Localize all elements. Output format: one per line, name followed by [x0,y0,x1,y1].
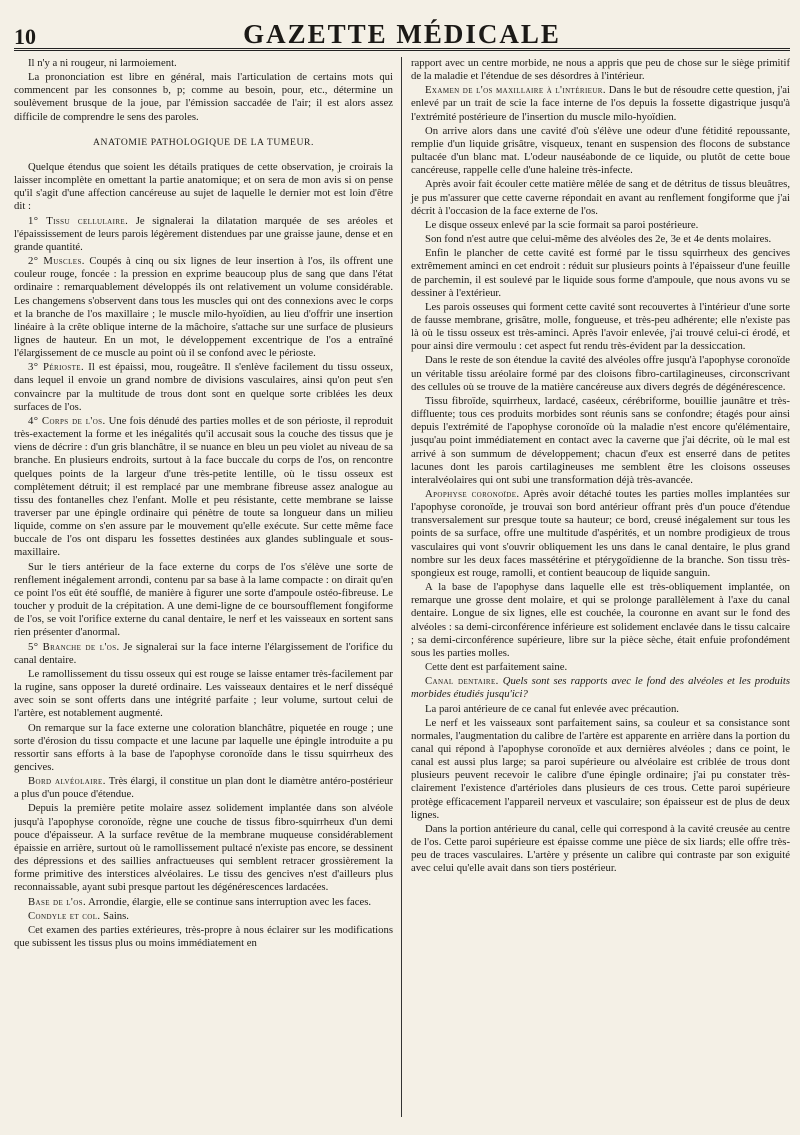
paragraph-text: Dans le but de résoudre cette question, j'ai enlevé par un trait de scie la face interne de l'os depuis la fossette digastrique jusqu'à l'extrémité postérieure de l'insertion du muscle milo-hyoïdien. [411,84,790,123]
paragraph [411,84,790,123]
paragraph: Dans le reste de son étendue la cavité des alvéoles offre jusqu'à l'apophyse coronoïde un véritable tissu aréolaire formé par des cloisons fibro-cartilagineuses, circonscrivant des cellules où se trouve de la matière cancéreuse aux divers degrés de dégénérescence. [411,354,790,393]
paragraph-lead: Bord alvéolaire. [28,775,106,788]
paragraph [14,215,393,254]
paragraph-lead: Base de l'os. [28,895,87,908]
paragraph-text: Je signalerai sur la face interne l'élargissement de l'orifice du canal dentaire. [14,640,393,666]
left-column [14,57,402,1117]
paragraph [14,775,393,801]
paragraph [14,896,393,909]
paragraph [14,255,393,360]
paragraph: Il n'y a ni rougeur, ni larmoiement. [28,57,177,69]
paragraph-text: Coupés à cinq ou six lignes de leur insertion à l'os, ils offrent une couleur rouge, foncée : la pression en exprime beaucoup plus de sang que dans l'état ordinaire : remarquablement développés ils ont relativement un volume considérable. Les changemens s'observent dans tous les muscles qui ont des connexions avec le corps et la branche de l'os maxillaire ; le muscle milo-hyoïdien, au lieu d'offrir une insertion linéaire à la crête oblique interne de la mâchoire, s'attache sur une surface de plusieurs lignes de hauteur. En un mot, le développement excentrique de l'os a entraîné l'élargissement de ce muscle au point où il se confond avec le périoste. [14,255,393,360]
paragraph-lead: Canal dentaire. [425,675,499,688]
paragraph: Enfin le plancher de cette cavité est formé par le tissu squirrheux des gencives extrêmement aminci en cet endroit : réduit sur plusieurs points à l'épaisseur d'une feuille de parchemin, il est soulevé par le liquide sous forme d'ampoule, que nous avons vu se dessiner à l'extérieur. [411,247,790,299]
paragraph: Le nerf et les vaisseaux sont parfaitement sains, sa couleur et sa consistance sont normales, l'augmentation du calibre de l'artère est apparente en arrière dans la portion du canal qui répond à l'apophyse coronoïde et aux dernières alvéoles ; dans ce point, le canal est aussi plus large; sa paroi supérieure ou alvéolaire est criblée de trous dont plusieurs peuvent recevoir le calibre d'une épingle ordinaire; j'ai pu constater très-clairement l'existence d'artérioles dans plusieurs de ces trous. Cette paroi supérieure protège efficacement l'appareil nerveux et vasculaire; son épaisseur est de plus de deux lignes. [411,716,790,821]
paragraph [411,488,790,580]
paragraph-lead: 5° Branche de l'os. [28,640,120,653]
paragraph-lead: Examen de l'os maxillaire à l'intérieur. [425,84,606,97]
paragraph: Cet examen des parties extérieures, très-propre à nous éclairer sur les modifications que subissent les tissus plus ou moins immédiatement en [14,923,393,949]
paragraph-lead: Condyle et col. [28,909,101,922]
paragraph: On arrive alors dans une cavité d'où s'élève une odeur d'une fétidité repoussante, remplie d'un liquide grisâtre, visqueux, tenant en suspension des flocons de substance pultacée d'un blanc mat. L'odeur nauséabonde de ce liquide, ou plutôt de cette boue cancéreuse, rappelle celle d'une haleine très-infecte. [411,124,790,177]
paragraph-question: Quels sont ses rapports avec le fond des alvéoles et les produits morbides étudiés jusqu'ici? [411,675,790,701]
paragraph-text: Après avoir détaché toutes les parties molles implantées sur l'apophyse coronoïde, je trouvai son bord antérieur offrant près d'un pouce d'étendue transversalement sur presque toute sa hauteur; ce bord, creusé inégalement sur tous les points de sa surface, offre une multitude d'aspérités, et un nombre prodigieux de trous vasculaires qui vont s'ouvrir obliquement les uns dans le canal dentaire, le plus grand nombre sur les deux faces massétérine et ptérygoïdienne de la branche. Son tissu très-spongieux est rouge, ramolli, et contient beaucoup de liquide sanguin. [411,488,790,579]
paragraph: On remarque sur la face externe une coloration blanchâtre, piquetée en rouge ; une sorte d'érosion du tissu compacte et une lacune par laquelle une épingle introduite a pu ressortir sans efforts à la base de l'apophyse coronoïde dans le tissu squirrheux des gencives. [14,721,393,773]
paragraph: A la base de l'apophyse dans laquelle elle est très-obliquement implantée, on remarque une grosse dent molaire, et qui se prolonge parallèlement à l'axe du canal dentaire. Longue de six lignes, elle est couchée, la couronne en avant sur le fond des alvéoles : sa demi-circonférence inférieure est solidement enclavée dans le tissu calcaire ; sa demi-circonférence supérieure, libre sur la pièce sèche, était enfuie profondément sous les parties molles. [411,581,790,659]
paragraph-text: Il est épaissi, mou, rougeâtre. Il s'enlève facilement du tissu osseux, dans lequel il envoie un grand nombre de divisions vasculaires, ainsi qu'on peut s'en convaincre par la multitude de trous dont sont en quelque sorte criblées les deux surfaces de l'os. [14,361,394,413]
section-title: ANATOMIE PATHOLOGIQUE DE LA TUMEUR. [93,136,314,148]
paragraph [411,675,790,701]
paragraph-text: Sains. [100,909,129,922]
paragraph-lead: Apophyse coronoïde. [425,488,520,500]
paragraph: Quelque étendus que soient les détails pratiques de cette observation, je croirais la laisser incomplète en omettant la partie anatomique; et on sera de mon avis si on pense qu'il s'agit d'une affection cancéreuse au sujet de laquelle le dernier mot est loin d'être dit : [14,160,393,213]
paragraph: Son fond n'est autre que celui-même des alvéoles des 2e, 3e et 4e dents molaires. [425,233,772,246]
journal-title: GAZETTE MÉDICALE [243,19,561,49]
paragraph: Cette dent est parfaitement saine. [425,661,568,674]
paragraph: Dans la portion antérieure du canal, celle qui correspond à la cavité creusée au centre de l'os. Cette paroi supérieure est épaisse comme une pièce de six liards; elle offre très-peu de traces vasculaires. L'artère y présente un calibre qui contraste par son exiguité avec celui qu'elle avait dans son tiers postérieur. [411,822,790,875]
paragraph-text: Une fois dénudé des parties molles et de son périoste, il reproduit très-exactement la forme et les inégalités qu'il accusait sous la couche des tissus que je viens de décrire : d'un gris blanchâtre, il se nuance en bleu un peu violet au niveau de sa branche. En plusieurs endroits, surtout à la face buccale du corps de l'os, on rencontre quelques points de la largeur d'une très-petite lentille, où le tissu osseux est complètement détruit; il est remplacé par une membrane fibreuse assez analogue au tissu des fontanelles chez l'enfant. Molle et peu résistante, cette membrane se laisse traverser par une épingle ordinaire qui pénètre de toute sa longueur dans un milieu liquide, comme on s'en assure par le mouvement qu'elle exécute. Sur cette même face buccale de l'os ont disparu les fossettes destinées aux glandes sublinguale et sous-maxillaire. [14,414,393,559]
paragraph: Tissu fibroïde, squirrheux, lardacé, caséeux, cérébriforme, bouillie jaunâtre et très-diffluente; tous ces produits morbides sont réunis sans se confondre; étagés pour ainsi depuis l'extrémité de l'apophyse coronoïde où la maladie n'est encore qu'élémentaire, jusqu'au point immédiatement en contact avec la caverne que j'ai décrite, où le mal est arrivé à son summum de développement; chacun d'eux est enserré dans de petites lacunes dont les parois cartilagineuses me semblent être les cloisons osseuses interalvéolaires qui ont subi une transformation déjà très-avancée. [411,394,790,486]
paragraph: Après avoir fait écouler cette matière mêlée de sang et de détritus de tissus bleuâtres, je pus m'assurer que cette caverne répondait en avant au renflement fongiforme que j'ai décrit à l'occasion de la face externe de l'os. [411,178,790,217]
paragraph-lead: 1° Tissu cellulaire. [28,214,129,227]
paragraph-lead: 3° Périoste. [28,361,85,374]
text-columns [14,57,790,1117]
paragraph-lead: 2° Muscles. [28,255,85,268]
page-number: 10 [14,24,36,49]
paragraph-text: Très élargi, il constitue un plan dont le diamètre antéro-postérieur a plus d'un pouce d'étendue. [14,775,393,801]
paragraph: Les parois osseuses qui forment cette cavité sont recouvertes à l'intérieur d'une sorte de fausse membrane, grisâtre, molle, fongueuse, et très-peu adhérente; elle n'existe pas là où le tissu osseux est très-aminci. Après l'avoir enlevée, j'ai trouvé celui-ci érodé, et pour ainsi dire vermoulu : cet aspect fut rendu très-évident par la dessiccation. [411,300,790,353]
paragraph-text: Je signalerai la dilatation marquée de ses aréoles et l'épaississement de leurs parois légèrement distendues par une graisse jaune, dense et en grande quantité. [14,214,393,253]
paragraph-lead: 4° Corps de l'os. [28,414,106,427]
paragraph: La paroi antérieure de ce canal fut enlevée avec précaution. [425,702,679,715]
paragraph-text: Arrondie, élargie, elle se continue sans interruption avec les faces. [86,895,372,908]
right-column [402,57,790,1117]
paragraph [14,910,393,923]
paragraph [14,641,393,667]
page-header [14,14,790,51]
paragraph: rapport avec un centre morbide, ne nous a appris que peu de chose sur le siège primitif de la maladie et l'étendue de ses désordres à l'intérieur. [411,57,790,83]
paragraph: La prononciation est libre en général, mais l'articulation de certains mots qui commencent par les consonnes b, p; comme au besoin, pour, etc., détermine un soulèvement brusque de la joue, par l'émission saccadée de l'air; il est alors assez difficile de comprendre le sens des paroles. [14,71,393,123]
paragraph: Depuis la première petite molaire assez solidement implantée dans son alvéole jusqu'à l'apophyse coronoïde, règne une couche de tissus fibro-squirrheux d'un demi pouce d'épaisseur. A la surface revêtue de la membrane muqueuse considérablement épaissie en arrière, surtout où le ramollissement pultacé n'existe pas encore, se dessinent des dépressions et des saillies anfractueuses qui semblent retracer grossièrement la forme primitive des interstices alvéolaires. Le tissu des gencives n'est d'ailleurs plus reconnaissable, ayant subi presque partout les dégénérescences lardacées. [14,802,393,894]
paragraph: Le ramollissement du tissu osseux qui est rouge se laisse entamer très-facilement par la rugine, sans opposer la dureté ordinaire. Les vaisseaux dentaires et le nerf disséqué avec soin se sont offerts dans une intégrité parfaite ; leur volume, surtout celui de l'artère, est notablement augmenté. [14,667,393,720]
paragraph: Sur le tiers antérieur de la face externe du corps de l'os s'élève une sorte de renflement inégalement arrondi, contenu par sa base à la lame compacte : on dirait qu'en ce point l'os eût été soufflé, de manière à figurer une sorte d'ampoule ostéo-fibreuse. Le toucher y produit de la crépitation. A une demi-ligne de ce boursoufflement fongiforme de l'os, se voit l'orifice externe du canal dentaire, le nerf et les vaisseaux en sortent sans rien présenter d'anormal. [14,560,393,639]
paragraph [14,361,393,414]
paragraph [14,415,393,560]
paragraph: Le disque osseux enlevé par la scie formait sa paroi postérieure. [425,218,699,231]
